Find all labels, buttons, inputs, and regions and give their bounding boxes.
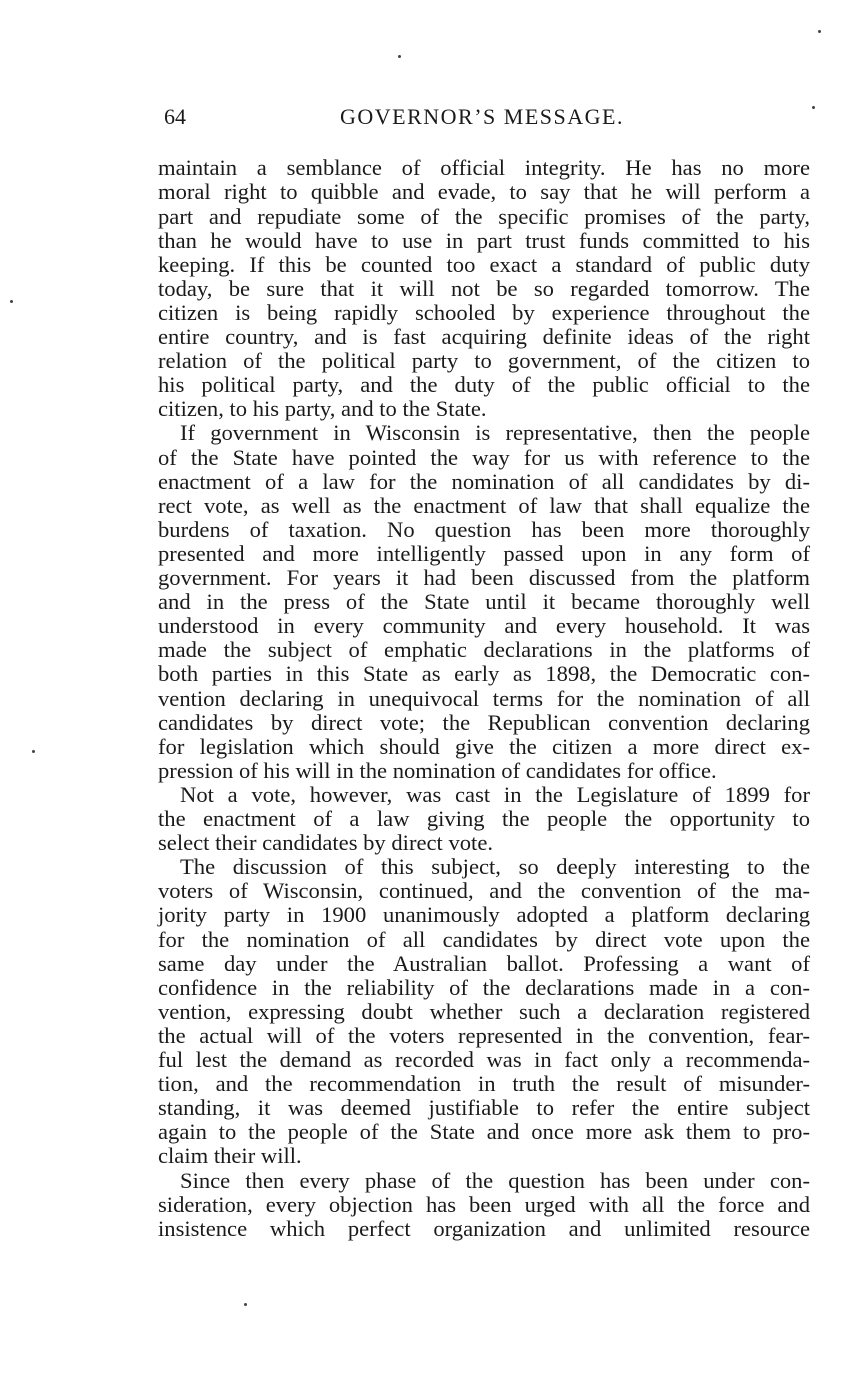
text-line: entire country, and is fast acquiring definite ideas of the right (158, 324, 810, 349)
text-line: same day under the Australian ballot. Professing a want of (158, 951, 810, 976)
text-line: for the nomination of all candidates by direct vote upon the (158, 927, 810, 952)
text-line: jority party in 1900 unanimously adopted a platform declaring (158, 902, 810, 927)
text-line: both parties in this State as early as 1898, the Democratic con- (158, 661, 810, 686)
print-speck (812, 106, 815, 109)
text-line: vention declaring in unequivocal terms for the nomination of all (158, 686, 810, 711)
text-line: If government in Wisconsin is representative, then the people (180, 420, 810, 445)
text-line: and in the press of the State until it became thoroughly well (158, 589, 810, 614)
text-line: confidence in the reliability of the declarations made in a con- (158, 975, 810, 1000)
text-line: citizen, to his party, and to the State. (158, 396, 487, 421)
text-line: insistence which perfect organization and unlimited resource (158, 1216, 810, 1241)
text-line: moral right to quibble and evade, to say that he will perform a (158, 179, 810, 204)
text-line: the actual will of the voters represented in the convention, fear- (158, 1023, 810, 1048)
text-line: again to the people of the State and once more ask them to pro- (158, 1119, 810, 1144)
print-speck (32, 750, 35, 753)
text-line: today, be sure that it will not be so regarded tomorrow. The (158, 276, 810, 301)
text-line: candidates by direct vote; the Republican convention declaring (158, 710, 810, 735)
text-line: rect vote, as well as the enactment of law that shall equalize the (158, 493, 810, 518)
print-speck (398, 55, 401, 58)
print-speck (10, 300, 13, 303)
text-line: burdens of taxation. No question has been more thoroughly (158, 517, 810, 542)
page-number: 64 (164, 104, 186, 129)
print-speck (244, 1303, 247, 1306)
text-line: keeping. If this be counted too exact a standard of public duty (158, 252, 810, 277)
text-line: claim their will. (158, 1143, 302, 1168)
text-line: maintain a semblance of official integrity. He has no more (158, 155, 810, 180)
text-line: made the subject of emphatic declarations in the platforms of (158, 637, 810, 662)
running-title: GOVERNOR’S MESSAGE. (340, 104, 624, 129)
text-line: understood in every community and every household. It was (158, 613, 810, 638)
text-line: of the State have pointed the way for us with reference to the (158, 445, 810, 470)
text-line: than he would have to use in part trust funds committed to his (158, 228, 810, 253)
text-line: select their candidates by direct vote. (158, 830, 494, 855)
text-line: citizen is being rapidly schooled by experience throughout the (158, 300, 810, 325)
text-line: standing, it was deemed justifiable to refer the entire subject (158, 1095, 810, 1120)
text-line: vention, expressing doubt whether such a declaration registered (158, 999, 810, 1024)
text-line: voters of Wisconsin, continued, and the convention of the ma- (158, 878, 810, 903)
text-line: part and repudiate some of the specific promises of the party, (158, 204, 810, 229)
text-line: for legislation which should give the citizen a more direct ex- (158, 734, 810, 759)
page-header (164, 101, 810, 133)
text-line: tion, and the recommendation in truth the result of misunder- (158, 1071, 810, 1096)
text-line: ful lest the demand as recorded was in fact only a recommenda- (158, 1047, 810, 1072)
text-line: pression of his will in the nomination of candidates for office. (158, 758, 717, 783)
print-speck (818, 30, 821, 33)
text-line: enactment of a law for the nomination of all candidates by di- (158, 469, 810, 494)
text-line: The discussion of this subject, so deeply interesting to the (180, 854, 810, 879)
text-line: presented and more intelligently passed upon in any form of (158, 541, 810, 566)
text-line: sideration, every objection has been urged with all the force and (158, 1192, 810, 1217)
text-line: Since then every phase of the question has been under con- (180, 1168, 810, 1193)
text-line: Not a vote, however, was cast in the Legislature of 1899 for (180, 782, 810, 807)
text-line: government. For years it had been discussed from the platform (158, 565, 810, 590)
text-line: his political party, and the duty of the public official to the (158, 372, 810, 397)
text-line: the enactment of a law giving the people the opportunity to (158, 806, 810, 831)
text-line: relation of the political party to government, of the citizen to (158, 348, 810, 373)
